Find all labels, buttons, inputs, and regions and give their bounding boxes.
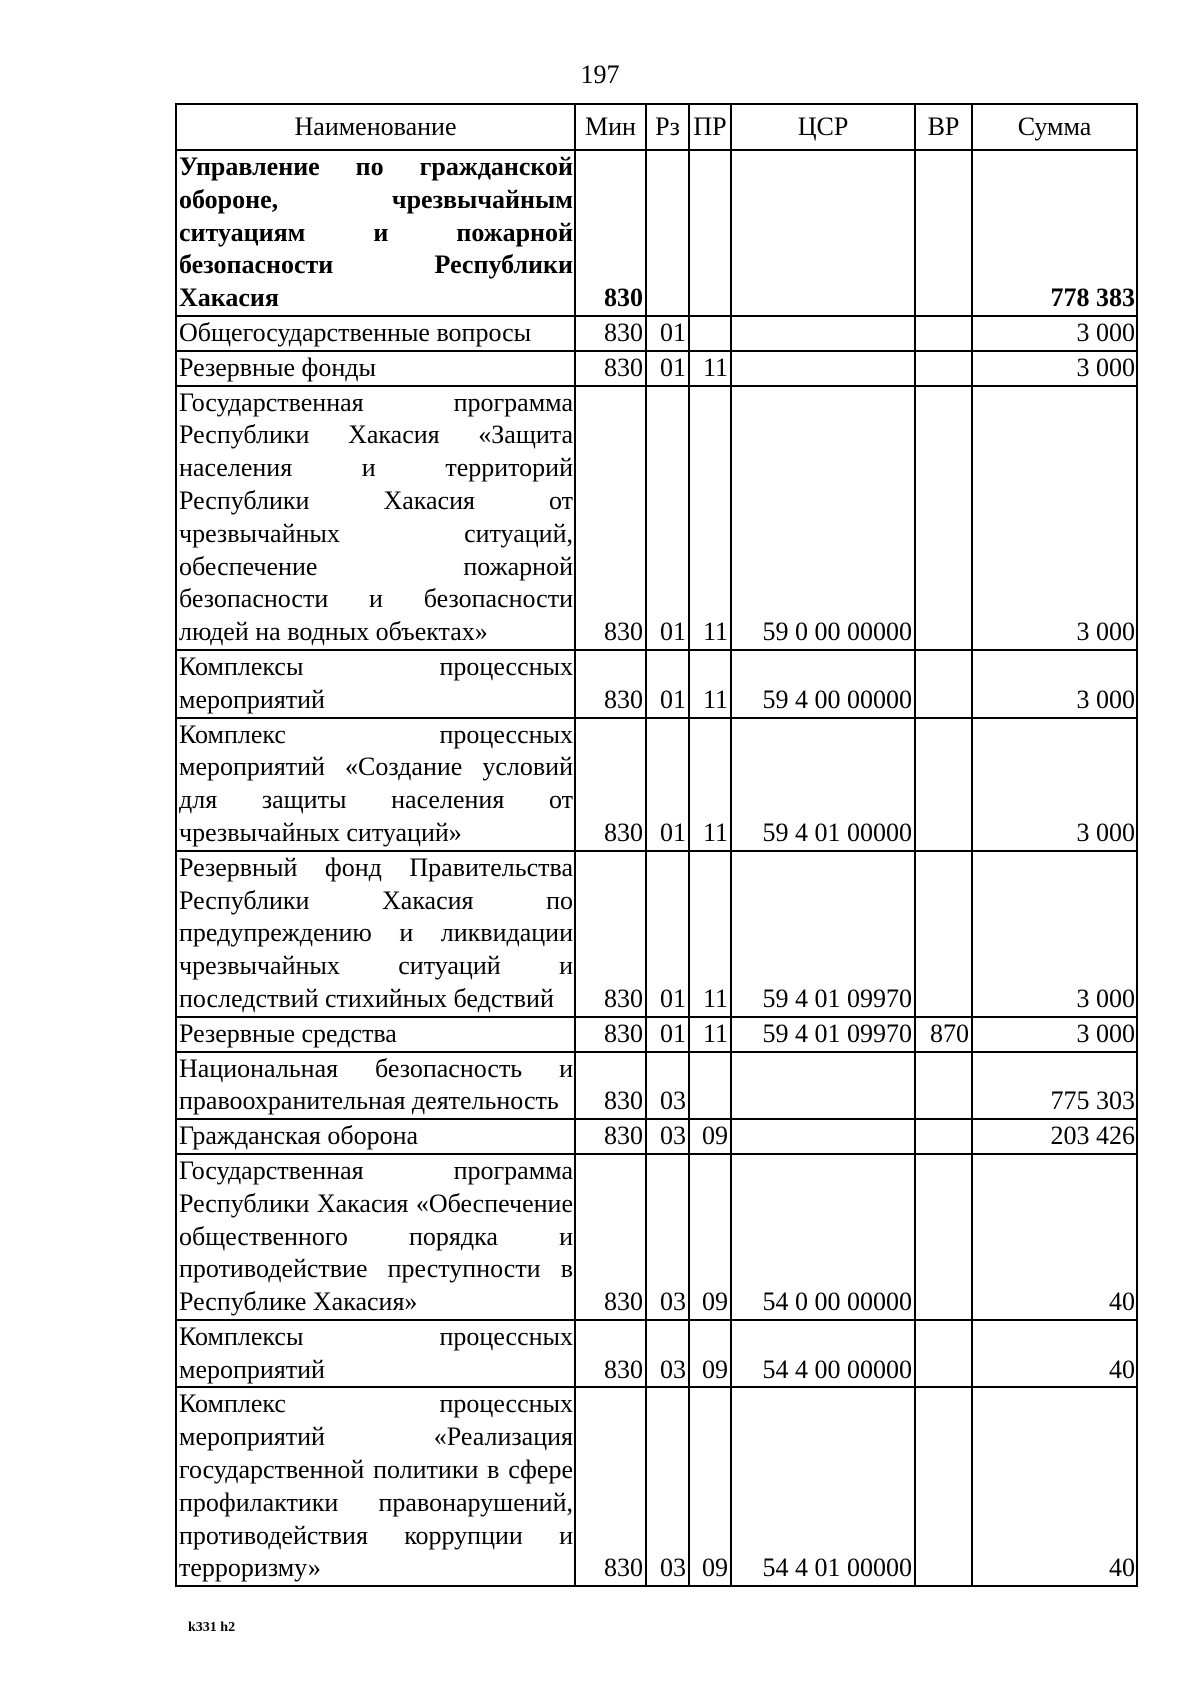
cell-amount: 3 000	[972, 851, 1137, 1017]
cell-pr: 11	[689, 386, 731, 650]
cell-vr	[915, 1119, 972, 1154]
cell-csr: 59 4 01 00000	[731, 718, 915, 851]
cell-amount: 778 383	[972, 150, 1137, 316]
cell-vr	[915, 316, 972, 351]
cell-pr: 11	[689, 351, 731, 386]
cell-pr: 09	[689, 1320, 731, 1388]
cell-amount: 40	[972, 1320, 1137, 1388]
cell-name: Управление по гражданской обороне, чрезвычайным ситуациям и пожарной безопасности Республики Хакасия	[176, 150, 575, 316]
cell-pr: 11	[689, 1017, 731, 1052]
cell-amount: 3 000	[972, 1017, 1137, 1052]
cell-vr	[915, 1154, 972, 1320]
table-row	[176, 1052, 1137, 1120]
header-rz: Рз	[646, 104, 689, 150]
cell-rz: 03	[646, 1052, 689, 1120]
cell-name: Государственная программа Республики Хакасия «Защита населения и территорий Республики Хакасия от чрезвычайных ситуаций, обеспечение пожарной безопасности и безопасности людей на водных объектах»	[176, 386, 575, 650]
cell-amount: 3 000	[972, 351, 1137, 386]
cell-name: Гражданская оборона	[176, 1119, 575, 1154]
cell-vr	[915, 851, 972, 1017]
cell-csr: 54 4 00 00000	[731, 1320, 915, 1388]
cell-name: Государственная программа Республики Хакасия «Обеспечение общественного порядка и противодействие преступности в Республике Хакасия»	[176, 1154, 575, 1320]
cell-csr: 59 4 01 09970	[731, 851, 915, 1017]
page-number: 197	[580, 60, 620, 89]
cell-amount: 3 000	[972, 718, 1137, 851]
table-row	[176, 1387, 1137, 1586]
cell-name: Комплекс процессных мероприятий «Создание условий для защиты населения от чрезвычайных ситуаций»	[176, 718, 575, 851]
header-amount: Сумма	[972, 104, 1137, 150]
cell-name: Резервный фонд Правительства Республики Хакасия по предупреждению и ликвидации чрезвычайных ситуаций и последствий стихийных бедствий	[176, 851, 575, 1017]
table-row	[176, 650, 1137, 718]
cell-amount: 40	[972, 1154, 1137, 1320]
header-csr: ЦСР	[731, 104, 915, 150]
cell-csr: 59 4 01 09970	[731, 1017, 915, 1052]
cell-rz: 01	[646, 1017, 689, 1052]
cell-csr: 59 4 00 00000	[731, 650, 915, 718]
table-row	[176, 150, 1137, 316]
cell-pr: 11	[689, 851, 731, 1017]
cell-min: 830	[575, 150, 646, 316]
cell-rz: 03	[646, 1154, 689, 1320]
cell-csr	[731, 351, 915, 386]
cell-min: 830	[575, 1052, 646, 1120]
cell-amount: 203 426	[972, 1119, 1137, 1154]
cell-rz: 03	[646, 1119, 689, 1154]
cell-vr	[915, 1320, 972, 1388]
cell-csr	[731, 150, 915, 316]
cell-name: Общегосударственные вопросы	[176, 316, 575, 351]
table-header-row	[176, 104, 1137, 150]
cell-pr: 09	[689, 1119, 731, 1154]
cell-min: 830	[575, 1017, 646, 1052]
cell-vr: 870	[915, 1017, 972, 1052]
cell-vr	[915, 386, 972, 650]
table-row	[176, 718, 1137, 851]
header-vr: ВР	[915, 104, 972, 150]
cell-pr: 11	[689, 650, 731, 718]
cell-min: 830	[575, 718, 646, 851]
cell-min: 830	[575, 386, 646, 650]
cell-name: Комплексы процессных мероприятий	[176, 650, 575, 718]
cell-rz: 01	[646, 650, 689, 718]
table-row	[176, 316, 1137, 351]
cell-name: Комплекс процессных мероприятий «Реализация государственной политики в сфере профилактики правонарушений, противодействия коррупции и терроризму»	[176, 1387, 575, 1586]
cell-rz: 01	[646, 386, 689, 650]
cell-pr	[689, 1052, 731, 1120]
cell-name: Резервные средства	[176, 1017, 575, 1052]
cell-name: Национальная безопасность и правоохранительная деятельность	[176, 1052, 575, 1120]
cell-rz: 01	[646, 316, 689, 351]
cell-rz: 01	[646, 718, 689, 851]
cell-pr: 09	[689, 1154, 731, 1320]
cell-vr	[915, 150, 972, 316]
header-name: Наименование	[176, 104, 575, 150]
table-row	[176, 351, 1137, 386]
cell-min: 830	[575, 1154, 646, 1320]
cell-vr	[915, 351, 972, 386]
cell-amount: 775 303	[972, 1052, 1137, 1120]
cell-csr	[731, 1052, 915, 1120]
cell-rz	[646, 150, 689, 316]
cell-amount: 3 000	[972, 650, 1137, 718]
cell-vr	[915, 1387, 972, 1586]
table-row	[176, 1320, 1137, 1388]
cell-min: 830	[575, 316, 646, 351]
cell-amount: 40	[972, 1387, 1137, 1586]
cell-min: 830	[575, 1119, 646, 1154]
table-row	[176, 386, 1137, 650]
footer-code: k331 h2	[188, 1620, 236, 1635]
cell-min: 830	[575, 1320, 646, 1388]
budget-table	[175, 103, 1138, 1587]
cell-csr: 54 4 01 00000	[731, 1387, 915, 1586]
cell-csr: 59 0 00 00000	[731, 386, 915, 650]
cell-csr: 54 0 00 00000	[731, 1154, 915, 1320]
cell-vr	[915, 718, 972, 851]
table-row	[176, 1154, 1137, 1320]
header-min: Мин	[575, 104, 646, 150]
cell-rz: 03	[646, 1387, 689, 1586]
cell-name: Резервные фонды	[176, 351, 575, 386]
cell-csr	[731, 316, 915, 351]
cell-vr	[915, 1052, 972, 1120]
cell-pr: 09	[689, 1387, 731, 1586]
cell-rz: 03	[646, 1320, 689, 1388]
table-body	[176, 150, 1137, 1586]
cell-min: 830	[575, 1387, 646, 1586]
cell-rz: 01	[646, 351, 689, 386]
cell-pr	[689, 316, 731, 351]
cell-vr	[915, 650, 972, 718]
cell-amount: 3 000	[972, 386, 1137, 650]
cell-rz: 01	[646, 851, 689, 1017]
cell-min: 830	[575, 851, 646, 1017]
table-row	[176, 1017, 1137, 1052]
cell-amount: 3 000	[972, 316, 1137, 351]
header-pr: ПР	[689, 104, 731, 150]
cell-pr: 11	[689, 718, 731, 851]
cell-name: Комплексы процессных мероприятий	[176, 1320, 575, 1388]
cell-csr	[731, 1119, 915, 1154]
table-row	[176, 851, 1137, 1017]
cell-min: 830	[575, 650, 646, 718]
cell-min: 830	[575, 351, 646, 386]
cell-pr	[689, 150, 731, 316]
table-row	[176, 1119, 1137, 1154]
